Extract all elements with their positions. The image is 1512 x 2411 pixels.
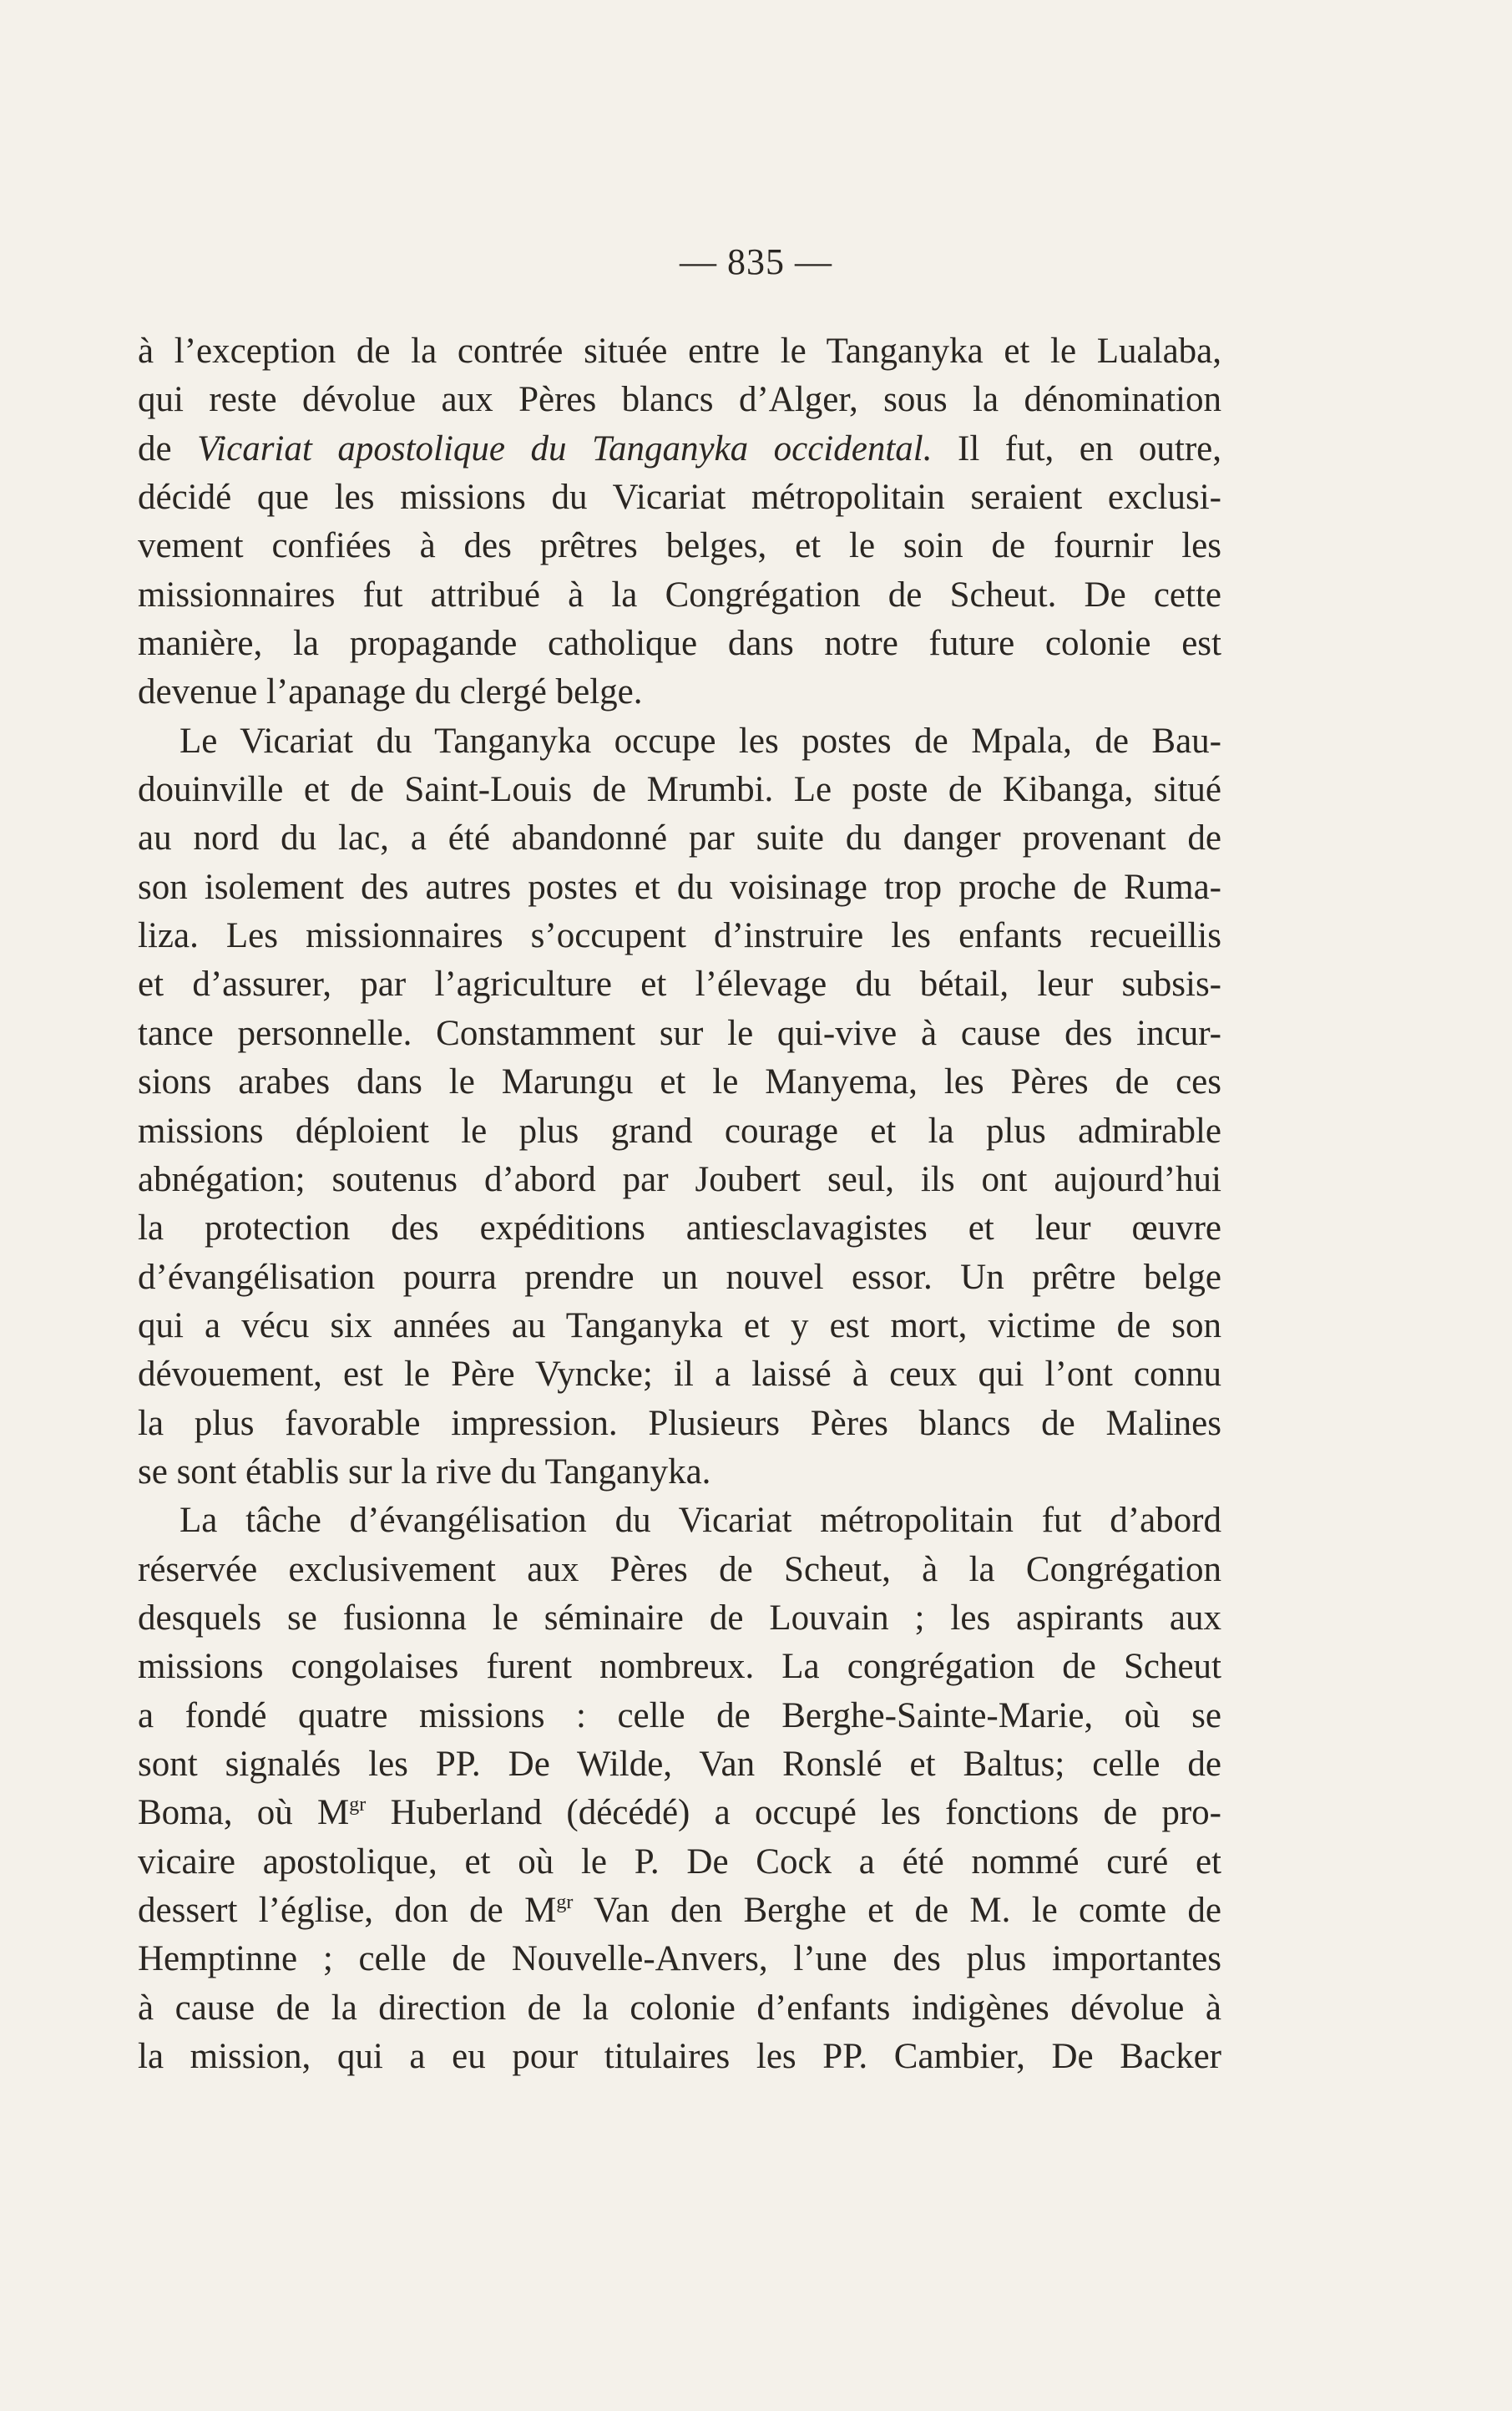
- page-number: — 835 —: [680, 241, 832, 282]
- text-line: [138, 1204, 1221, 1253]
- text-line: [138, 1497, 1221, 1545]
- text-segment: tance personnelle. Constamment sur le qui-vive à cause des incur-: [138, 1013, 1221, 1053]
- text-line: [138, 1789, 1221, 1837]
- text-line: [138, 912, 1221, 960]
- italic-text: Vicariat apostolique du Tanganyka occidental.: [197, 428, 933, 469]
- text-line: [138, 1692, 1221, 1740]
- text-line: [138, 1302, 1221, 1350]
- text-segment: d’évangélisation pourra prendre un nouvel essor. Un prêtre belge: [138, 1257, 1221, 1297]
- text-segment: et d’assurer, par l’agriculture et l’élevage du bétail, leur subsis-: [138, 965, 1221, 1005]
- body-text: [138, 327, 1221, 2081]
- text-segment: la plus favorable impression. Plusieurs Pères blancs de Malines: [138, 1403, 1221, 1443]
- text-segment: Le Vicariat du Tanganyka occupe les postes de Mpala, de Bau-: [180, 721, 1221, 761]
- text-segment: Boma, où M: [138, 1793, 350, 1833]
- text-segment: au nord du lac, a été abandonné par suite du danger provenant de: [138, 818, 1221, 859]
- text-segment: devenue l’apanage du clergé belge.: [138, 672, 643, 712]
- text-segment: missionnaires fut attribué à la Congrégation de Scheut. De cette: [138, 575, 1221, 615]
- text-line: [138, 327, 1221, 376]
- text-line: [138, 960, 1221, 1009]
- text-line: [138, 1400, 1221, 1448]
- text-line: [138, 425, 1221, 474]
- text-line: [138, 571, 1221, 620]
- text-segment: Il fut, en outre,: [932, 428, 1221, 469]
- superscript-text: gr: [556, 1892, 574, 1913]
- text-line: [138, 1984, 1221, 2033]
- text-segment: Huberland (décédé) a occupé les fonctions de pro-: [366, 1793, 1221, 1833]
- text-line: [138, 1935, 1221, 1983]
- text-line: [138, 1740, 1221, 1789]
- text-line: [138, 1350, 1221, 1399]
- text-line: [138, 717, 1221, 766]
- text-segment: desquels se fusionna le séminaire de Louvain ; les aspirants aux: [138, 1598, 1221, 1638]
- text-segment: à l’exception de la contrée située entre le Tanganyka et le Lualaba,: [138, 332, 1221, 371]
- text-segment: Van den Berghe et de M. le comte de: [573, 1891, 1221, 1930]
- text-segment: décidé que les missions du Vicariat métropolitain seraient exclusi-: [138, 478, 1221, 518]
- text-segment: douinville et de Saint-Louis de Mrumbi. Le poste de Kibanga, situé: [138, 770, 1221, 810]
- text-segment: abnégation; soutenus d’abord par Joubert seul, ils ont aujourd’hui: [138, 1159, 1221, 1199]
- text-segment: son isolement des autres postes et du voisinage trop proche de Ruma-: [138, 867, 1221, 907]
- text-line: [138, 1448, 1221, 1497]
- text-line: [138, 668, 1221, 717]
- text-segment: Hemptinne ; celle de Nouvelle-Anvers, l’une des plus importantes: [138, 1939, 1221, 1979]
- text-segment: La tâche d’évangélisation du Vicariat métropolitain fut d’abord: [180, 1501, 1221, 1541]
- text-line: [138, 1594, 1221, 1643]
- text-line: [138, 1546, 1221, 1594]
- text-line: [138, 1107, 1221, 1156]
- text-segment: vicaire apostolique, et où le P. De Cock a été nommé curé et: [138, 1841, 1221, 1882]
- text-segment: sions arabes dans le Marungu et le Manyema, les Pères de ces: [138, 1062, 1221, 1102]
- text-line: [138, 474, 1221, 522]
- text-segment: liza. Les missionnaires s’occupent d’instruire les enfants recueillis: [138, 916, 1221, 956]
- text-segment: missions déploient le plus grand courage et la plus admirable: [138, 1111, 1221, 1151]
- text-line: [138, 1010, 1221, 1058]
- text-line: [138, 522, 1221, 570]
- text-line: [138, 376, 1221, 424]
- text-segment: vement confiées à des prêtres belges, et le soin de fournir les: [138, 526, 1221, 566]
- text-line: [138, 1643, 1221, 1691]
- text-line: [138, 766, 1221, 814]
- text-segment: de: [138, 428, 198, 469]
- text-line: [138, 814, 1221, 863]
- text-segment: réservée exclusivement aux Pères de Scheut, à la Congrégation: [138, 1549, 1221, 1589]
- text-segment: la protection des expéditions antiesclavagistes et leur œuvre: [138, 1208, 1221, 1249]
- text-segment: qui reste dévolue aux Pères blancs d’Alger, sous la dénomination: [138, 380, 1221, 420]
- text-line: [138, 1887, 1221, 1935]
- text-segment: a fondé quatre missions : celle de Berghe-Sainte-Marie, où se: [138, 1695, 1221, 1735]
- text-segment: manière, la propagande catholique dans notre future colonie est: [138, 624, 1221, 664]
- text-segment: missions congolaises furent nombreux. La congrégation de Scheut: [138, 1647, 1221, 1687]
- text-segment: sont signalés les PP. De Wilde, Van Ronslé et Baltus; celle de: [138, 1744, 1221, 1784]
- text-line: [138, 1156, 1221, 1204]
- text-line: [138, 1058, 1221, 1107]
- superscript-text: gr: [349, 1794, 367, 1816]
- text-segment: qui a vécu six années au Tanganyka et y est mort, victime de son: [138, 1305, 1221, 1345]
- text-segment: la mission, qui a eu pour titulaires les PP. Cambier, De Backer: [138, 2037, 1221, 2077]
- text-segment: dessert l’église, don de M: [138, 1891, 557, 1930]
- text-line: [138, 1838, 1221, 1887]
- text-segment: à cause de la direction de la colonie d’enfants indigènes dévolue à: [138, 1988, 1221, 2028]
- text-line: [138, 864, 1221, 912]
- text-line: [138, 2033, 1221, 2081]
- text-segment: dévouement, est le Père Vyncke; il a laissé à ceux qui l’ont connu: [138, 1355, 1221, 1395]
- text-segment: se sont établis sur la rive du Tanganyka.: [138, 1451, 711, 1492]
- text-line: [138, 1254, 1221, 1302]
- text-line: [138, 620, 1221, 668]
